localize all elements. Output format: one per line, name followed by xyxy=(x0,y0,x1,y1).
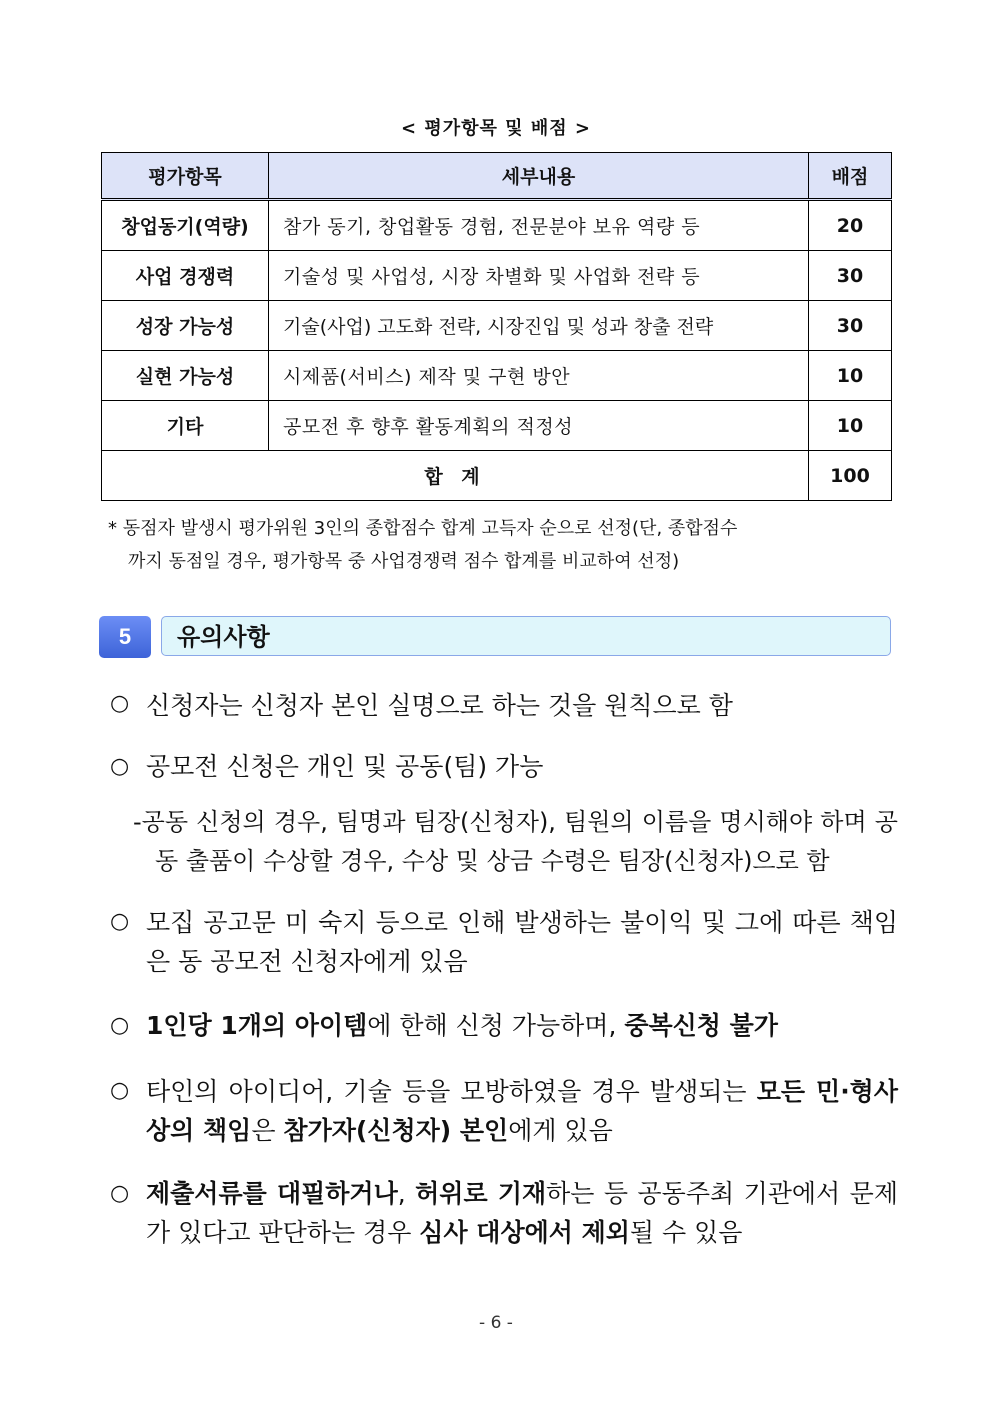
bold-text: 1인당 1개의 아이템 xyxy=(146,1011,368,1040)
bold-text: 허위로 기재 xyxy=(415,1179,547,1208)
section-number: 5 xyxy=(99,616,151,658)
row-score: 30 xyxy=(809,301,892,351)
bold-text: 심사 대상에서 제외 xyxy=(419,1218,630,1247)
bold-text: 참가자(신청자) 본인 xyxy=(283,1116,509,1145)
sub-paragraph-text: -공동 신청의 경우, 팀명과 팀장(신청자), 팀원의 이름을 명시해야 하며 공동 출품이 수상할 경우, 수상 및 상금 수령은 팀장(신청자)으로 함 xyxy=(133,808,898,875)
text: 하는 등 공동주최 기관에서 문제가 있다고 판단하는 경우 xyxy=(146,1179,898,1247)
bullet-icon: ○ xyxy=(110,909,130,934)
table-row xyxy=(102,351,892,401)
table-row xyxy=(102,301,892,351)
row-item: 성장 가능성 xyxy=(102,301,269,351)
bullet-icon: ○ xyxy=(110,1181,130,1206)
table-caption: < 평가항목 및 배점 > xyxy=(401,118,591,139)
notice-paragraph xyxy=(146,1006,898,1045)
row-desc: 기술성 및 사업성, 시장 차별화 및 사업화 전략 등 xyxy=(269,251,809,301)
bullet-icon: ○ xyxy=(110,691,130,716)
notice-paragraph: 공모전 신청은 개인 및 공동(팀) 가능 xyxy=(146,752,544,781)
total-label: 합 계 xyxy=(102,451,809,501)
footnote-line-1: * 동점자 발생시 평가위원 3인의 종합점수 합계 고득자 순으로 선정(단, 종합점수 xyxy=(108,518,738,539)
table-header-row xyxy=(102,153,892,200)
text: 에게 있음 xyxy=(508,1116,613,1145)
row-desc: 시제품(서비스) 제작 및 구현 방안 xyxy=(269,351,809,401)
page-number: - 6 - xyxy=(479,1313,513,1333)
row-score: 10 xyxy=(809,351,892,401)
evaluation-table xyxy=(101,152,892,501)
header-score: 배점 xyxy=(809,153,892,200)
bold-text: 모든 민·형사상의 책임 xyxy=(146,1077,898,1145)
table-row xyxy=(102,251,892,301)
text: 될 수 있음 xyxy=(629,1218,743,1247)
text: 에 한해 신청 가능하며, xyxy=(367,1011,625,1040)
notice-paragraph: 모집 공고문 미 숙지 등으로 인해 발생하는 불이익 및 그에 따른 책임은 동 공모전 신청자에게 있음 xyxy=(146,908,898,976)
table-row xyxy=(102,200,892,251)
row-score: 30 xyxy=(809,251,892,301)
footnote xyxy=(108,512,908,578)
bold-text: 중복신청 불가 xyxy=(624,1011,778,1040)
row-desc: 참가 동기, 창업활동 경험, 전문분야 보유 역량 등 xyxy=(269,200,809,251)
row-item: 창업동기(역량) xyxy=(102,200,269,251)
total-score: 100 xyxy=(809,451,892,501)
row-item: 실현 가능성 xyxy=(102,351,269,401)
notice-sub-paragraph xyxy=(133,803,898,881)
row-score: 10 xyxy=(809,401,892,451)
header-desc: 세부내용 xyxy=(269,153,809,200)
text: 은 xyxy=(251,1116,284,1145)
bold-text: 제출서류를 대필하거나 xyxy=(146,1179,398,1208)
row-item: 사업 경쟁력 xyxy=(102,251,269,301)
header-item: 평가항목 xyxy=(102,153,269,200)
bullet-icon: ○ xyxy=(110,1013,130,1038)
text: , xyxy=(397,1179,416,1208)
footnote-line-2: 까지 동점일 경우, 평가항목 중 사업경쟁력 점수 합계를 비교하여 선정) xyxy=(128,551,680,572)
notice-paragraph: 신청자는 신청자 본인 실명으로 하는 것을 원칙으로 함 xyxy=(146,691,733,720)
row-desc: 기술(사업) 고도화 전략, 시장진입 및 성과 창출 전략 xyxy=(269,301,809,351)
bullet-icon: ○ xyxy=(110,754,130,779)
section-title: 유의사항 xyxy=(161,616,891,656)
row-score: 20 xyxy=(809,200,892,251)
notice-paragraph xyxy=(146,1072,898,1150)
row-desc: 공모전 후 향후 활동계획의 적정성 xyxy=(269,401,809,451)
table-total-row xyxy=(102,451,892,501)
text: 타인의 아이디어, 기술 등을 모방하였을 경우 발생되는 xyxy=(146,1077,757,1106)
bullet-icon: ○ xyxy=(110,1078,130,1103)
notice-paragraph xyxy=(146,1174,898,1252)
row-item: 기타 xyxy=(102,401,269,451)
table-row xyxy=(102,401,892,451)
